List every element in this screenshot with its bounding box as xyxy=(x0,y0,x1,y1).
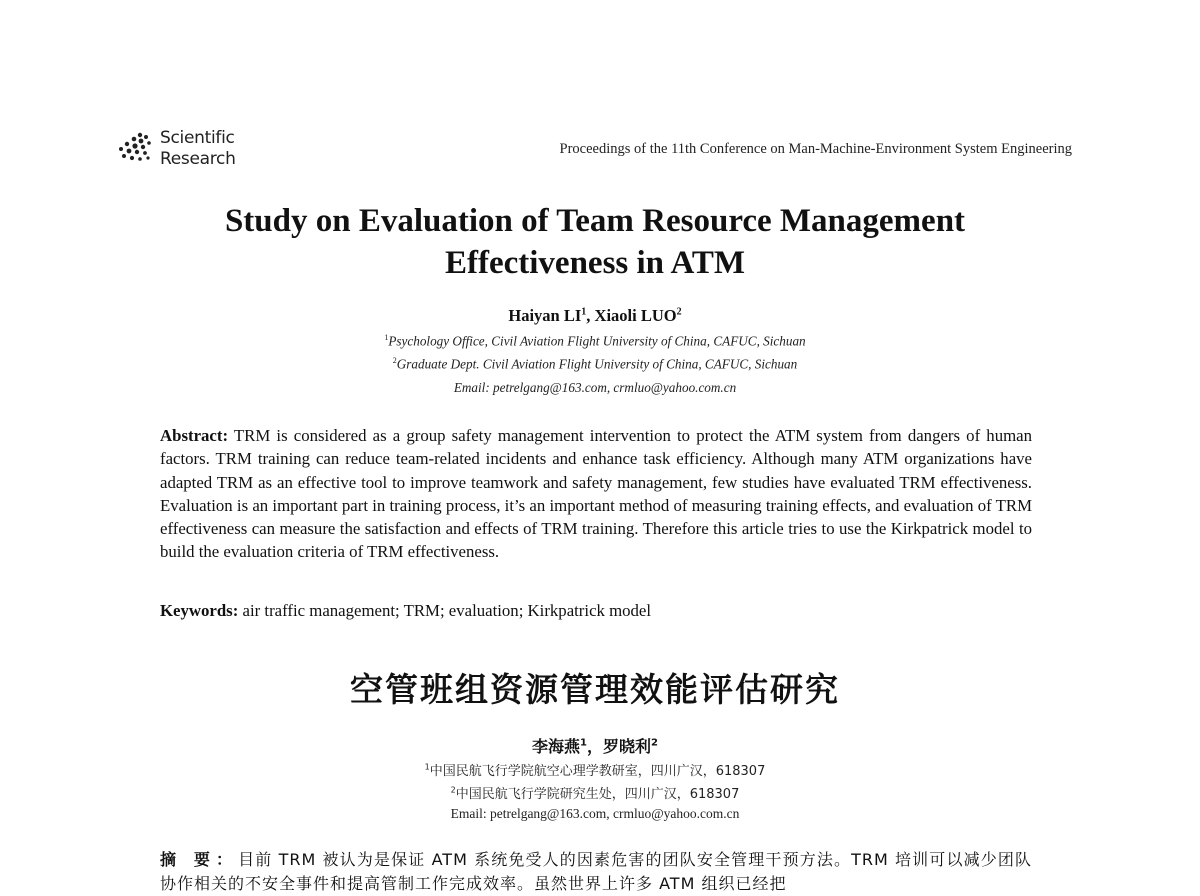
affiliation-superscript: 2 xyxy=(392,356,397,365)
affiliation-text: Psychology Office, Civil Aviation Flight University of China, CAFUC, Sichuan xyxy=(388,333,806,349)
affiliation-superscript: 2 xyxy=(450,785,456,795)
abstract xyxy=(160,424,1032,564)
keywords xyxy=(160,601,1032,621)
authors xyxy=(300,306,890,326)
logo-wordmark xyxy=(160,128,236,170)
author-email-chinese: Email: petrelgang@163.com, crmluo@yahoo.com.cn xyxy=(450,806,740,821)
affiliation-text: 中国民航飞行学院航空心理学教研室，四川广汉，618307 xyxy=(429,764,766,779)
running-header: Proceedings of the 11th Conference on Man-Machine-Environment System Engineering xyxy=(559,141,1072,157)
author-name: 罗晓利 xyxy=(603,737,652,756)
author-superscript: 1 xyxy=(581,306,587,318)
scientific-research-logo xyxy=(118,128,248,172)
author-superscript: 1 xyxy=(580,737,587,749)
authors-chinese xyxy=(400,734,790,757)
keywords-label: Keywords: xyxy=(160,601,239,620)
title-line-1: Study on Evaluation of Team Resource Management xyxy=(224,203,966,239)
author-separator: ， xyxy=(586,737,603,756)
author-name: Haiyan LI xyxy=(508,306,582,325)
affiliation-1 xyxy=(250,333,940,349)
author-email: Email: petrelgang@163.com, crmluo@yahoo.com.cn xyxy=(453,380,737,395)
dots-logo-icon xyxy=(118,132,158,166)
affiliation-2 xyxy=(250,356,940,372)
abstract-text-chinese: 目前 TRM 被认为是保证 ATM 系统免受人的因素危害的团队安全管理干预方法。TRM 培训可以减少团队协作相关的不安全事件和提高管制工作完成效率。虽然世界上许多 ATM 组织已经把 xyxy=(160,850,1032,893)
title-line-2: Effectiveness in ATM xyxy=(444,245,745,281)
abstract-label-chinese: 摘 要： xyxy=(160,850,239,869)
affiliation-superscript: 1 xyxy=(424,762,430,772)
abstract-text: TRM is considered as a group safety management intervention to protect the ATM system from dangers of human factors. TRM training can reduce team-related incidents and enhance task efficiency. Although many ATM organizations have adapted TRM as an effective tool to improve teamwork and safety management, few studies have evaluated TRM effectiveness. Evaluation is an important part in training process, it’s an important method of measuring training effects, and evaluation of TRM effectiveness can measure the satisfaction and effects of TRM training. Therefore this article tries to use the Kirkpatrick model to build the evaluation criteria of TRM effectiveness. xyxy=(160,426,1032,562)
paper-title xyxy=(150,200,1040,284)
affiliation-text: 中国民航飞行学院研究生处，四川广汉，618307 xyxy=(455,787,740,802)
affiliation-text: Graduate Dept. Civil Aviation Flight University of China, CAFUC, Sichuan xyxy=(396,356,798,372)
author-superscript: 2 xyxy=(676,306,682,318)
affiliation-chinese-2 xyxy=(300,783,890,802)
keywords-text: air traffic management; TRM; evaluation; Kirkpatrick model xyxy=(242,601,652,620)
abstract-label: Abstract: xyxy=(160,426,229,445)
affiliation-chinese-1 xyxy=(300,760,890,779)
author-name: 李海燕 xyxy=(532,737,581,756)
affiliation-superscript: 1 xyxy=(384,333,389,342)
logo-line-1: Scientific xyxy=(160,128,235,148)
author-separator: , xyxy=(586,306,591,325)
author-name: Xiaoli LUO xyxy=(594,306,677,325)
paper-title-chinese: 空管班组资源管理效能评估研究 xyxy=(350,670,840,709)
author-superscript: 2 xyxy=(651,737,658,749)
abstract-chinese xyxy=(160,848,1032,896)
logo-line-2: Research xyxy=(160,149,236,169)
